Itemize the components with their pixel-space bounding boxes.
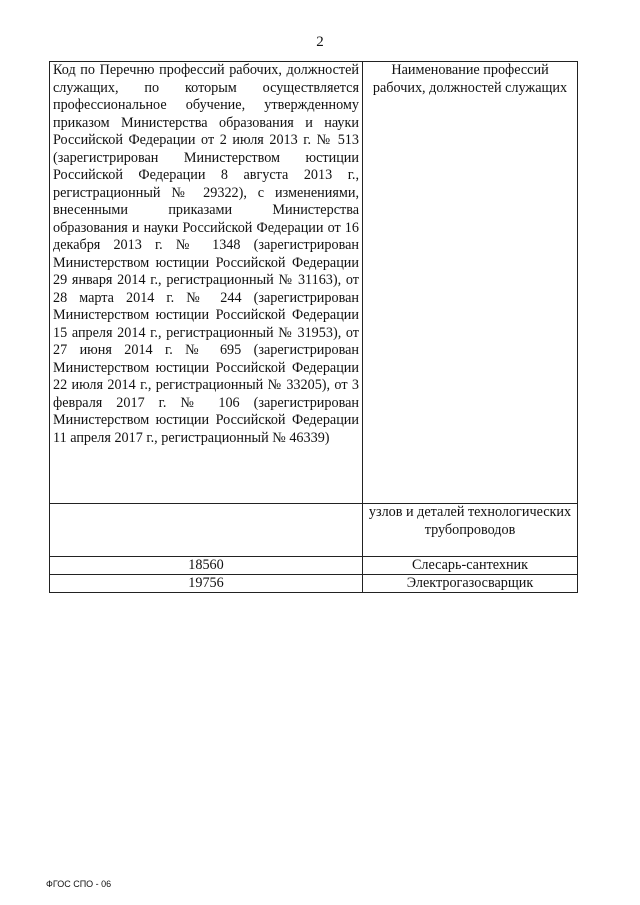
empty-code-cell [50, 504, 363, 557]
table-header-row [50, 62, 578, 504]
profession-name: Электрогазосварщик [363, 575, 578, 593]
page-number: 2 [316, 34, 324, 50]
code-column-header: Код по Перечню профессий рабочих, должностей служащих, по которым осуществляется профессиональное обучение, утвержденному приказом Министерства образования и науки Российской Федерации от 2 июля 2013 г. № 513 (зарегистрирован Министерством юстиции Российской Федерации 8 августа 2013 г., регистрационный № 29322), с изменениями, внесенными приказами Министерства образования и науки Российской Федерации от 16 декабря 2013 г. № 1348 (зарегистрирован Министерством юстиции Российской Федерации 29 января 2014 г., регистрационный № 31163), от 28 марта 2014 г. № 244 (зарегистрирован Министерством юстиции Российской Федерации 15 апреля 2014 г., регистрационный № 31953), от 27 июня 2014 г. № 695 (зарегистрирован Министерством юстиции Российской Федерации 22 июля 2014 г., регистрационный № 33205), от 3 февраля 2017 г. № 106 (зарегистрирован Министерством юстиции Российской Федерации 11 апреля 2017 г., регистрационный № 46339) [50, 62, 363, 504]
continuation-name-cell: узлов и деталей технологических трубопроводов [363, 504, 578, 557]
professions-table [49, 61, 578, 593]
profession-name: Слесарь-сантехник [363, 557, 578, 575]
continuation-row [50, 504, 578, 557]
profession-code: 18560 [50, 557, 363, 575]
table-row [50, 557, 578, 575]
footer-label: ФГОС СПО - 06 [46, 879, 112, 889]
profession-code: 19756 [50, 575, 363, 593]
table-row [50, 575, 578, 593]
name-column-header: Наименование профессий рабочих, должностей служащих [363, 62, 578, 504]
